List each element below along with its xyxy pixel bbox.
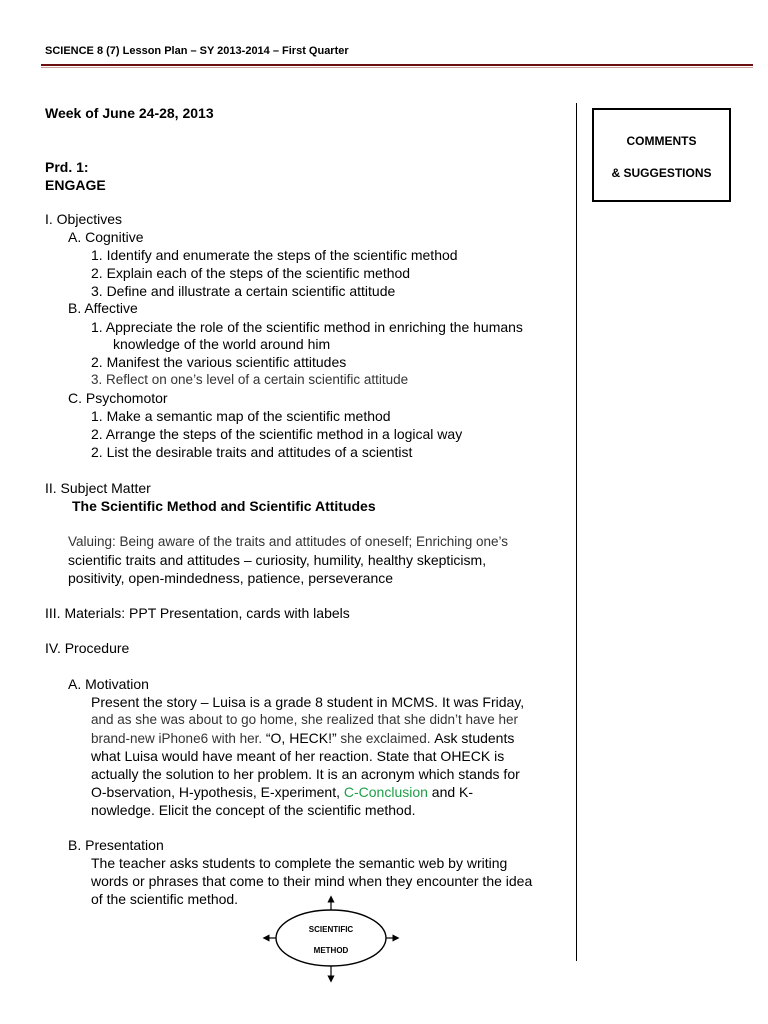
column-divider [576, 103, 577, 961]
semantic-map-ellipse [276, 910, 386, 966]
motivation-line: actually the solution to her problem. It is an acronym which stands for [91, 766, 520, 782]
comments-label: COMMENTS [626, 134, 697, 148]
procedure-heading: IV. Procedure [45, 640, 130, 656]
valuing-line: positivity, open-mindedness, patience, perseverance [68, 570, 394, 586]
motivation-line: nowledge. Elicit the concept of the scientific method. [91, 802, 416, 818]
presentation-line: The teacher asks students to complete the semantic web by writing [91, 855, 508, 871]
week-heading: Week of June 24-28, 2013 [45, 105, 214, 121]
period-label: Prd. 1: [45, 159, 89, 175]
motivation-fragment: O-bservation, H-ypothesis, E-xperiment, [91, 784, 344, 800]
presentation-line: of the scientific method. [91, 891, 239, 907]
presentation-line: words or phrases that come to their mind when they encounter the idea [91, 873, 533, 889]
psychomotor-heading: C. Psychomotor [68, 390, 168, 406]
subject-matter-title: The Scientific Method and Scientific Attitudes [72, 498, 376, 514]
affective-heading: B. Affective [68, 300, 138, 316]
header-rule [41, 64, 753, 66]
cognitive-heading: A. Cognitive [68, 229, 144, 245]
motivation-fragment: she exclaimed. [336, 731, 435, 746]
affective-item-continued: knowledge of the world around him [113, 336, 331, 352]
phase-label: ENGAGE [45, 177, 106, 193]
psychomotor-item: 1. Make a semantic map of the scientific method [91, 408, 391, 424]
document-header: SCIENCE 8 (7) Lesson Plan – SY 2013-2014 – First Quarter [45, 45, 349, 57]
motivation-line: Present the story – Luisa is a grade 8 student in MCMS. It was Friday, [91, 694, 525, 710]
objectives-heading: I. Objectives [45, 211, 123, 227]
motivation-line: and as she was about to go home, she realized that she didn’t have her [91, 712, 519, 727]
cognitive-item: 1. Identify and enumerate the steps of the scientific method [91, 247, 458, 263]
motivation-fragment: Ask students [434, 730, 515, 746]
affective-item: 3. Reflect on one’s level of a certain scientific attitude [91, 372, 409, 387]
motivation-line [91, 783, 473, 801]
psychomotor-item: 2. Arrange the steps of the scientific method in a logical way [91, 426, 463, 442]
comments-suggestions-box [592, 108, 731, 202]
valuing-line: scientific traits and attitudes – curiosity, humility, healthy skepticism, [68, 552, 487, 568]
header-rule-secondary [41, 67, 753, 68]
affective-item: 1. Appreciate the role of the scientific method in enriching the humans [91, 319, 523, 335]
valuing-line: Valuing: Being aware of the traits and attitudes of oneself; Enriching one’s [68, 534, 509, 549]
motivation-exclamation: “O, HECK!” [265, 730, 337, 746]
subject-matter-heading: II. Subject Matter [45, 480, 151, 496]
psychomotor-item: 2. List the desirable traits and attitudes of a scientist [91, 444, 413, 460]
motivation-heading: A. Motivation [68, 676, 149, 692]
materials-line: III. Materials: PPT Presentation, cards with labels [45, 605, 350, 621]
motivation-fragment: brand-new iPhone6 with her. [91, 731, 266, 746]
cognitive-item: 3. Define and illustrate a certain scientific attitude [91, 283, 396, 299]
cognitive-item: 2. Explain each of the steps of the scientific method [91, 265, 411, 281]
suggestions-label: & SUGGESTIONS [611, 166, 712, 180]
semantic-map-label-top: SCIENTIFIC [308, 925, 354, 934]
presentation-heading: B. Presentation [68, 837, 164, 853]
affective-item: 2. Manifest the various scientific attitudes [91, 354, 347, 370]
motivation-line: what Luisa would have meant of her reaction. State that OHECK is [91, 748, 505, 764]
motivation-fragment: and K- [427, 784, 474, 800]
semantic-map [262, 894, 402, 984]
conclusion-highlight: C-Conclusion [343, 784, 428, 800]
semantic-map-label-bottom: METHOD [313, 946, 349, 955]
motivation-line [91, 729, 514, 748]
